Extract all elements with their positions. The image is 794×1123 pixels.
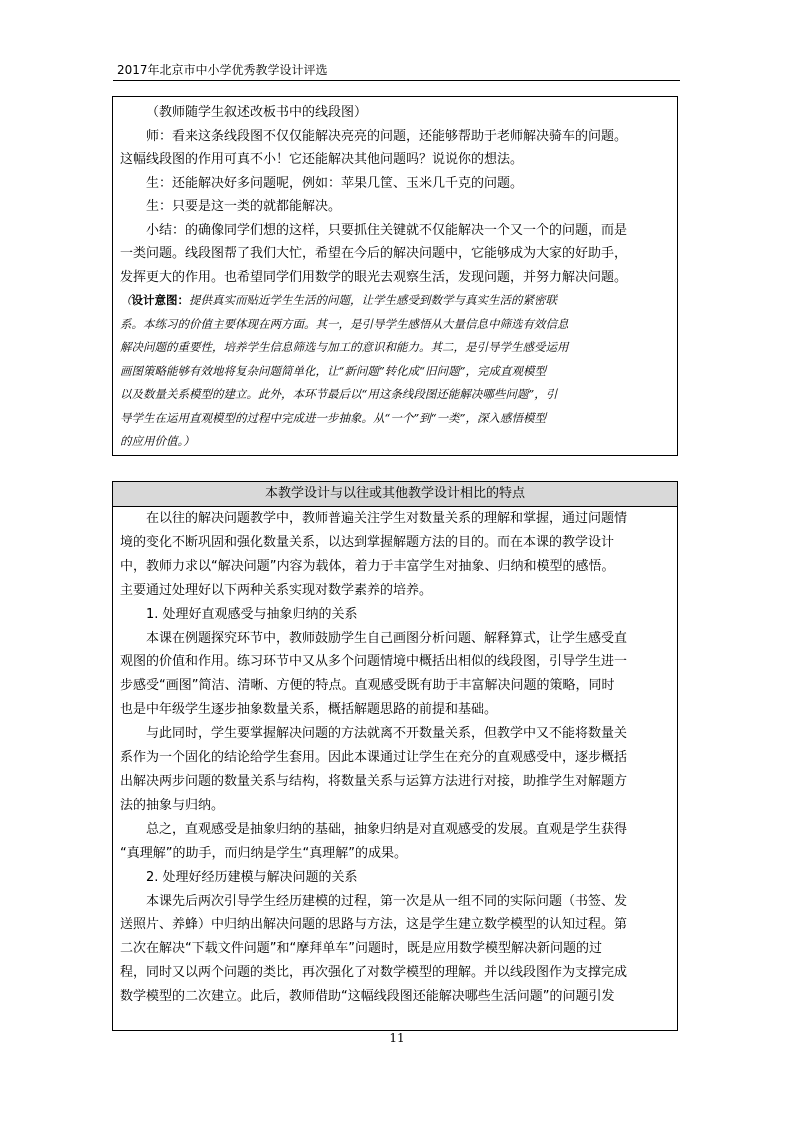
teacher-dialogue-cont: 这幅线段图的作用可真不小！它还能解决其他问题吗？说说你的想法。 — [120, 152, 524, 167]
paragraph-line: 二次在解决“下载文件问题”和“摩拜单车”问题时，既是应用数学模型解决新问题的过 — [120, 941, 602, 957]
student-dialogue-2: 生：只要是这一类的就都能解决。 — [146, 199, 342, 214]
paragraph-line: 步感受“画图”简洁、清晰、方便的特点。直观感受既有助于丰富解决问题的策略，同时 — [120, 678, 615, 694]
paragraph-line: 出解决两步问题的数量关系与结构，将数量关系与运算方法进行对接，助推学生对解题方 — [120, 773, 628, 789]
paragraph-line: 在以往的解决问题教学中，教师普遍关注学生对数量关系的理解和掌握，通过问题情 — [146, 511, 628, 526]
paragraph-line: 系作为一个固化的结论给学生套用。因此本课通过让学生在充分的直观感受中，逐步概括 — [120, 750, 628, 766]
teacher-dialogue: 师：看来这条线段图不仅仅能解决亮亮的问题，还能够帮助于老师解决骑车的问题。 — [146, 128, 628, 144]
paragraph-line: 数学模型的二次建立。此后，教师借助“这幅线段图还能解决哪些生活问题”的问题引发 — [120, 989, 615, 1005]
paragraph-line: 本课先后两次引导学生经历建模的过程，第一次是从一组不同的实际问题（书签、发 — [146, 893, 628, 909]
header-rule — [113, 80, 680, 81]
paragraph-line: 境的变化不断巩固和强化数量关系，以达到掌握解题方法的目的。而在本课的教学设计 — [120, 534, 615, 550]
design-intent-line-5: 以及数量关系模型的建立。此外，本环节最后以“用这条线段图还能解决哪些问题”，引 — [120, 387, 558, 401]
teacher-note: （教师随学生叙述改板书中的线段图） — [146, 105, 368, 120]
design-intent-line-4: 画图策略能够有效地将复杂问题简单化，让“新问题”转化成“旧问题”，完成直观模型 — [120, 363, 547, 378]
paragraph-line: 本课在例题探究环节中，教师鼓励学生自己画图分析问题、解释算式，让学生感受直 — [146, 630, 628, 646]
features-box — [112, 481, 678, 1031]
page-number: 11 — [389, 1031, 405, 1045]
lesson-excerpt-box — [112, 96, 678, 456]
design-intent-line-6: 导学生在运用直观模型的过程中完成进一步抽象。从“一个”到“一类”，深入感悟模型 — [120, 410, 547, 425]
paragraph-line: “真理解”的助手，而归纳是学生“真理解”的成果。 — [120, 845, 407, 861]
paragraph-line: 也是中年级学生逐步抽象数量关系，概括解题思路的前提和基础。 — [120, 702, 498, 718]
summary-line-1: 小结：的确像同学们想的这样，只要抓住关键就不仅能解决一个又一个的问题，而是 — [146, 222, 628, 238]
document-header: 2017年北京市中小学优秀教学设计评选 — [117, 63, 328, 77]
paragraph-line: 主要通过处理好以下两种关系实现对数学素养的培养。 — [120, 582, 433, 598]
paragraph-line: 程，同时又以两个问题的类比，再次强化了对数学模型的理解。并以线段图作为支撑完成 — [120, 965, 628, 981]
summary-line-2: 一类问题。线段图帮了我们大忙，希望在今后的解决问题中，它能够成为大家的好助手， — [120, 246, 628, 261]
section-heading-1: 1. 处理好直观感受与抽象归纳的关系 — [146, 606, 358, 622]
section-heading-2: 2. 处理好经历建模与解决问题的关系 — [146, 869, 358, 885]
paragraph-line: 法的抽象与归纳。 — [120, 797, 225, 813]
paragraph-line: 中，教师力求以“解决问题”内容为载体，着力于丰富学生对抽象、归纳和模型的感悟。 — [120, 558, 615, 574]
design-intent-line-1: （设计意图：提供真实而贴近学生生活的问题，让学生感受到数学与真实生活的紧密联 — [120, 293, 557, 307]
student-dialogue-1: 生：还能解决好多问题呢，例如：苹果几筐、玉米几千克的问题。 — [146, 175, 524, 191]
design-intent-line-3: 解决问题的重要性，培养学生信息筛选与加工的意识和能力。其二，是引导学生感受运用 — [120, 340, 569, 354]
summary-line-3: 发挥更大的作用。也希望同学们用数学的眼光去观察生活，发现问题，并努力解决问题。 — [120, 269, 628, 285]
paragraph-line: 送照片、养蜂）中归纳出解决问题的思路与方法，这是学生建立数学模型的认知过程。第 — [120, 917, 628, 933]
paragraph-line: 与此同时，学生要掌握解决问题的方法就离不开数量关系，但教学中又不能将数量关 — [146, 726, 628, 742]
paragraph-line: 观图的价值和作用。练习环节中又从多个问题情境中概括出相似的线段图，引导学生进一 — [120, 654, 628, 670]
paragraph-line: 总之，直观感受是抽象归纳的基础，抽象归纳是对直观感受的发展。直观是学生获得 — [146, 821, 628, 837]
design-intent-label: 设计意图： — [131, 293, 189, 307]
design-intent-line-2: 系。本练习的价值主要体现在两方面。其一，是引导学生感悟从大量信息中筛选有效信息 — [120, 316, 569, 331]
design-intent-line-7: 的应用价值。） — [120, 434, 195, 448]
features-title: 本教学设计与以往或其他教学设计相比的特点 — [113, 482, 677, 507]
